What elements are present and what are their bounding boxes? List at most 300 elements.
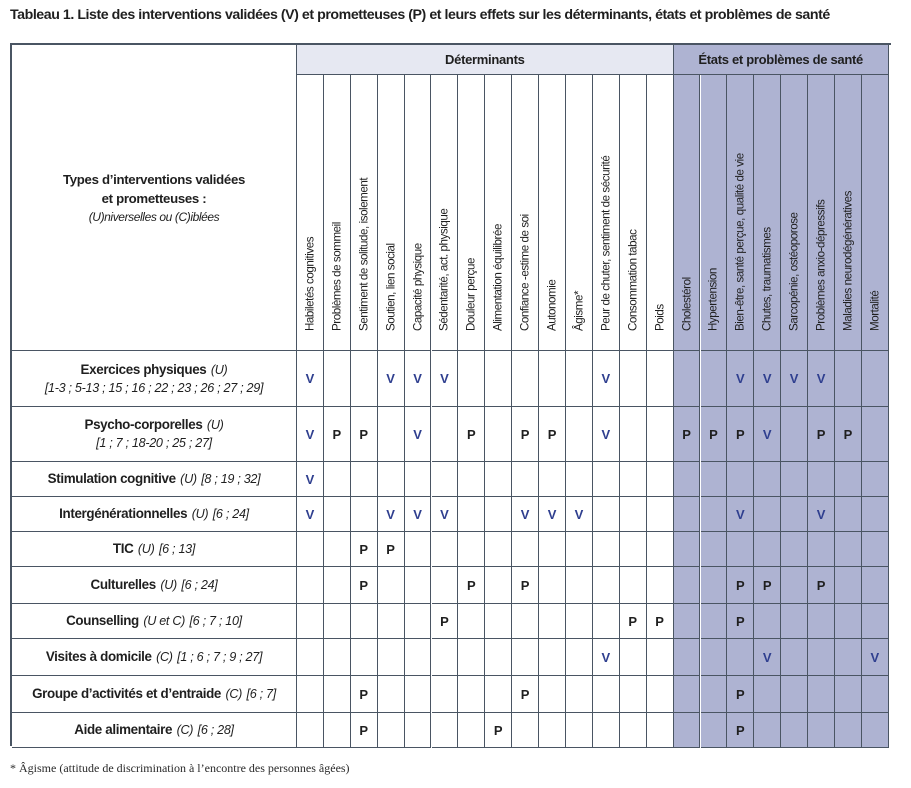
row-label-line1: [46, 648, 262, 666]
effect-cell: [485, 567, 512, 604]
effect-cell: [835, 639, 862, 676]
effect-mark: V: [520, 506, 530, 522]
effect-mark: V: [305, 506, 315, 522]
header-corner: [12, 45, 297, 351]
effect-cell: [566, 497, 593, 532]
effect-cell: [512, 532, 539, 567]
effect-cell: [754, 462, 781, 497]
effect-mark: P: [332, 426, 342, 442]
effect-cell: [727, 497, 754, 532]
effect-cell: [620, 676, 647, 713]
effect-cell: [512, 604, 539, 639]
intervention-references: [6 ; 28]: [197, 723, 234, 737]
effect-cell: [620, 639, 647, 676]
effect-mark: P: [520, 426, 530, 442]
effect-cell: [512, 676, 539, 713]
effect-cell: [862, 567, 889, 604]
effect-cell: [485, 713, 512, 748]
effect-cell: [620, 532, 647, 567]
row-label-line1: [91, 576, 218, 594]
effect-cell: [674, 676, 701, 713]
effect-cell: [862, 713, 889, 748]
effect-cell: [539, 497, 566, 532]
effect-mark: P: [843, 426, 853, 442]
effect-mark: V: [305, 471, 315, 487]
effect-cell: [593, 407, 620, 462]
effect-cell: [324, 713, 351, 748]
effect-cell: [808, 497, 835, 532]
effect-mark: V: [762, 426, 772, 442]
effect-mark: V: [736, 371, 745, 386]
effect-cell: [727, 567, 754, 604]
effect-cell: [405, 532, 432, 567]
effect-cell: [512, 407, 539, 462]
effect-cell: [647, 532, 674, 567]
effect-mark: P: [359, 541, 369, 557]
column-header: [593, 75, 620, 351]
effect-cell: [835, 462, 862, 497]
effect-cell: [432, 407, 459, 462]
intervention-type: (U): [191, 507, 209, 521]
intervention-type: (U): [206, 418, 224, 432]
effect-cell: [566, 462, 593, 497]
effect-cell: [862, 462, 889, 497]
effect-cell: [835, 497, 862, 532]
effect-cell: [862, 639, 889, 676]
effect-mark: V: [413, 371, 422, 386]
column-header: [674, 75, 701, 351]
column-header-label: Âgisme*: [572, 290, 586, 331]
effect-cell: [835, 532, 862, 567]
effect-cell: [432, 639, 459, 676]
row-label-line1: [81, 361, 228, 379]
column-header: [566, 75, 593, 351]
column-header: [351, 75, 378, 351]
effect-cell: [593, 351, 620, 407]
effect-cell: [781, 567, 808, 604]
intervention-type: (U): [137, 542, 155, 556]
effect-cell: [324, 639, 351, 676]
effect-cell: [808, 639, 835, 676]
effect-cell: [405, 567, 432, 604]
effect-cell: [405, 497, 432, 532]
row-label-line1: [74, 721, 233, 739]
column-header: [781, 75, 808, 351]
corner-title-line1: Types d’interventions validées: [62, 171, 246, 187]
effect-cell: [727, 639, 754, 676]
effect-cell: [727, 351, 754, 407]
effect-mark: V: [601, 426, 611, 442]
effect-cell: [727, 604, 754, 639]
effect-mark: P: [386, 541, 395, 557]
row-label-line2: [45, 379, 263, 397]
column-header: [754, 75, 781, 351]
effect-cell: [458, 532, 485, 567]
effect-cell: [405, 351, 432, 407]
intervention-type: (U): [210, 362, 228, 377]
effect-mark: P: [359, 722, 369, 738]
effect-cell: [808, 532, 835, 567]
column-header-label: Autonomie: [545, 279, 559, 331]
effect-cell: [351, 604, 378, 639]
effect-cell: [647, 676, 674, 713]
column-header: [405, 75, 432, 351]
effect-cell: [405, 407, 432, 462]
column-header: [324, 75, 351, 351]
effect-mark: V: [386, 506, 395, 522]
effect-cell: [297, 639, 324, 676]
effect-cell: [620, 462, 647, 497]
column-header: [620, 75, 647, 351]
footnote: * Âgisme (attitude de discrimination à l’encontre des personnes âgées): [10, 761, 350, 775]
effect-cell: [754, 532, 781, 567]
effect-cell: [674, 351, 701, 407]
effect-cell: [351, 351, 378, 407]
effect-cell: [701, 497, 728, 532]
effect-cell: [351, 676, 378, 713]
row-label: [12, 407, 297, 462]
effect-cell: [297, 676, 324, 713]
row-label: [12, 713, 297, 748]
column-header: [701, 75, 728, 351]
effect-cell: [351, 567, 378, 604]
effect-cell: [754, 713, 781, 748]
effect-mark: P: [655, 613, 664, 629]
effect-cell: [647, 497, 674, 532]
effect-mark: P: [520, 686, 530, 702]
effect-cell: [566, 351, 593, 407]
effect-cell: [701, 351, 728, 407]
interventions-table: [10, 43, 891, 746]
effect-cell: [647, 639, 674, 676]
effect-cell: [351, 532, 378, 567]
column-header-label: Cholestérol: [680, 277, 694, 331]
effect-mark: P: [359, 426, 369, 442]
effect-cell: [862, 676, 889, 713]
effect-cell: [862, 497, 889, 532]
effect-cell: [835, 604, 862, 639]
effect-cell: [593, 567, 620, 604]
effect-cell: [620, 351, 647, 407]
effect-cell: [485, 351, 512, 407]
effect-cell: [512, 639, 539, 676]
effect-mark: P: [628, 613, 638, 629]
effect-cell: [620, 604, 647, 639]
row-label: [12, 639, 297, 676]
effect-cell: [351, 639, 378, 676]
effect-mark: V: [736, 506, 745, 522]
column-header-label: Peur de chuter, sentiment de sécurité: [599, 155, 613, 331]
effect-mark: V: [789, 371, 799, 386]
column-header-label: Hypertension: [706, 268, 720, 331]
effect-cell: [324, 532, 351, 567]
effect-cell: [620, 497, 647, 532]
intervention-name: Culturelles: [90, 577, 156, 592]
intervention-name: Exercices physiques: [80, 361, 207, 377]
effect-cell: [754, 639, 781, 676]
column-header: [297, 75, 324, 351]
column-header: [835, 75, 862, 351]
effect-cell: [458, 567, 485, 604]
effect-cell: [432, 713, 459, 748]
row-label: [12, 351, 297, 407]
row-label-line1: [84, 416, 223, 434]
column-header: [512, 75, 539, 351]
effect-cell: [485, 639, 512, 676]
effect-mark: P: [493, 722, 503, 738]
effect-cell: [593, 639, 620, 676]
effect-cell: [458, 462, 485, 497]
row-label-line1: [59, 505, 249, 523]
effect-cell: [701, 407, 728, 462]
effect-cell: [701, 639, 728, 676]
effect-cell: [297, 351, 324, 407]
effect-cell: [378, 639, 405, 676]
row-label: [12, 532, 297, 567]
intervention-name: Groupe d’activités et d’entraide: [32, 686, 222, 701]
row-label: [12, 567, 297, 604]
effect-cell: [539, 639, 566, 676]
effect-cell: [512, 567, 539, 604]
effect-cell: [297, 604, 324, 639]
effect-cell: [297, 713, 324, 748]
row-label: [12, 676, 297, 713]
column-header-label: Habiletés cognitives: [303, 236, 317, 331]
column-header-label: Consommation tabac: [626, 229, 640, 331]
intervention-name: Intergénérationnelles: [59, 506, 188, 521]
effect-cell: [862, 604, 889, 639]
effect-cell: [862, 407, 889, 462]
effect-mark: V: [574, 506, 584, 522]
column-header: [485, 75, 512, 351]
column-header: [862, 75, 889, 351]
effect-cell: [808, 604, 835, 639]
row-label: [12, 604, 297, 639]
intervention-type: (C): [156, 650, 173, 664]
corner-title-line2: et prometteuses :: [101, 190, 207, 206]
column-header-label: Problèmes anxio-dépressifs: [814, 199, 828, 331]
effect-cell: [378, 407, 405, 462]
effect-mark: V: [816, 506, 826, 522]
effect-cell: [485, 497, 512, 532]
effect-cell: [405, 462, 432, 497]
intervention-name: Stimulation cognitive: [47, 471, 176, 486]
intervention-name: Visites à domicile: [45, 649, 152, 664]
column-header: [808, 75, 835, 351]
effect-cell: [512, 462, 539, 497]
effect-mark: P: [547, 426, 557, 442]
column-header: [539, 75, 566, 351]
column-header-label: Alimentation équilibrée: [491, 224, 505, 331]
column-header: [727, 75, 754, 351]
column-header-label: Problèmes de sommeil: [330, 222, 344, 331]
intervention-name: TIC: [112, 541, 134, 556]
effect-cell: [781, 604, 808, 639]
effect-cell: [754, 567, 781, 604]
row-label-line1: [66, 612, 242, 630]
effect-cell: [808, 567, 835, 604]
effect-cell: [512, 351, 539, 407]
effect-cell: [674, 532, 701, 567]
effect-cell: [432, 532, 459, 567]
effect-mark: P: [736, 613, 745, 629]
effect-mark: V: [305, 426, 315, 442]
effect-cell: [593, 532, 620, 567]
effect-cell: [458, 604, 485, 639]
intervention-references: [8 ; 19 ; 32]: [201, 472, 261, 486]
effect-cell: [701, 604, 728, 639]
effect-cell: [754, 497, 781, 532]
effect-cell: [458, 713, 485, 748]
effect-cell: [432, 676, 459, 713]
effect-mark: P: [709, 426, 718, 442]
column-header-label: Capacité physique: [411, 243, 425, 331]
effect-cell: [566, 567, 593, 604]
effect-cell: [297, 407, 324, 462]
effect-cell: [620, 713, 647, 748]
effect-cell: [727, 713, 754, 748]
effect-cell: [781, 351, 808, 407]
effect-mark: V: [870, 649, 880, 665]
effect-mark: P: [467, 577, 476, 593]
effect-mark: P: [440, 613, 449, 629]
effect-cell: [701, 567, 728, 604]
effect-cell: [620, 407, 647, 462]
effect-cell: [297, 532, 324, 567]
effect-cell: [458, 407, 485, 462]
effect-cell: [620, 567, 647, 604]
effect-cell: [862, 351, 889, 407]
effect-cell: [674, 497, 701, 532]
effect-cell: [808, 462, 835, 497]
effect-cell: [485, 407, 512, 462]
column-header: [458, 75, 485, 351]
effect-cell: [674, 604, 701, 639]
effect-cell: [539, 567, 566, 604]
effect-cell: [324, 676, 351, 713]
effect-cell: [593, 497, 620, 532]
effect-cell: [835, 567, 862, 604]
effect-cell: [566, 713, 593, 748]
effect-cell: [324, 462, 351, 497]
intervention-type: (U et C): [143, 614, 186, 628]
row-label-line1: [32, 685, 276, 703]
effect-cell: [727, 676, 754, 713]
effect-cell: [458, 497, 485, 532]
effect-cell: [566, 639, 593, 676]
effect-cell: [566, 604, 593, 639]
effect-mark: V: [386, 371, 395, 386]
column-header-label: Sentiment de solitude, isolement: [357, 177, 371, 331]
row-label: [12, 497, 297, 532]
effect-mark: V: [440, 371, 449, 386]
effect-mark: V: [413, 506, 422, 522]
effect-cell: [351, 713, 378, 748]
effect-cell: [781, 532, 808, 567]
effect-cell: [405, 639, 432, 676]
effect-cell: [297, 567, 324, 604]
effect-mark: P: [736, 577, 745, 593]
row-label-line2: [96, 434, 212, 452]
effect-cell: [432, 497, 459, 532]
column-header: [432, 75, 459, 351]
effect-cell: [324, 351, 351, 407]
effect-cell: [674, 462, 701, 497]
effect-cell: [351, 497, 378, 532]
effect-cell: [378, 713, 405, 748]
effect-cell: [378, 604, 405, 639]
group-header-determinants: [297, 45, 674, 75]
effect-cell: [701, 676, 728, 713]
intervention-references: [6 ; 24]: [212, 507, 249, 521]
table-title: Tableau 1. Liste des interventions validées (V) et prometteuses (P) et leurs effets sur les déterminants, états et problèmes de santé: [10, 7, 830, 23]
effect-cell: [324, 407, 351, 462]
group-header-etats: [674, 45, 889, 75]
effect-cell: [539, 532, 566, 567]
intervention-references: [6 ; 24]: [181, 578, 218, 592]
effect-cell: [647, 604, 674, 639]
intervention-type: (U): [180, 472, 197, 486]
effect-cell: [701, 713, 728, 748]
effect-cell: [539, 713, 566, 748]
effect-cell: [378, 462, 405, 497]
effect-mark: P: [359, 577, 369, 593]
intervention-references: [6 ; 7 ; 10]: [189, 614, 242, 628]
effect-mark: V: [601, 649, 611, 665]
column-header-label: Sarcopénie, ostéoporose: [787, 212, 801, 331]
effect-cell: [458, 639, 485, 676]
effect-mark: P: [467, 426, 476, 442]
effect-cell: [378, 676, 405, 713]
effect-cell: [405, 676, 432, 713]
effect-cell: [754, 604, 781, 639]
effect-cell: [485, 462, 512, 497]
effect-cell: [539, 407, 566, 462]
effect-cell: [647, 713, 674, 748]
effect-cell: [781, 462, 808, 497]
effect-cell: [647, 567, 674, 604]
intervention-references: [1 ; 7 ; 18-20 ; 25 ; 27]: [96, 436, 212, 450]
effect-cell: [297, 497, 324, 532]
effect-cell: [674, 639, 701, 676]
effect-cell: [727, 407, 754, 462]
effect-cell: [781, 407, 808, 462]
effect-cell: [593, 604, 620, 639]
effect-cell: [781, 676, 808, 713]
intervention-name: Counselling: [66, 613, 139, 628]
effect-cell: [835, 713, 862, 748]
effect-cell: [808, 351, 835, 407]
effect-cell: [674, 567, 701, 604]
effect-mark: P: [816, 577, 826, 593]
effect-cell: [485, 532, 512, 567]
effect-cell: [781, 713, 808, 748]
effect-cell: [566, 676, 593, 713]
effect-cell: [512, 497, 539, 532]
column-header-label: Bien-être, santé perçue, qualité de vie: [733, 153, 747, 331]
effect-cell: [378, 567, 405, 604]
effect-cell: [324, 567, 351, 604]
column-header-label: Chutes, traumatismes: [760, 227, 774, 331]
effect-cell: [566, 532, 593, 567]
corner-subtitle: (U)niverselles ou (C)iblées: [88, 209, 220, 224]
effect-cell: [835, 676, 862, 713]
effect-cell: [781, 497, 808, 532]
effect-mark: P: [736, 686, 745, 702]
effect-cell: [754, 407, 781, 462]
effect-cell: [835, 351, 862, 407]
effect-cell: [405, 713, 432, 748]
